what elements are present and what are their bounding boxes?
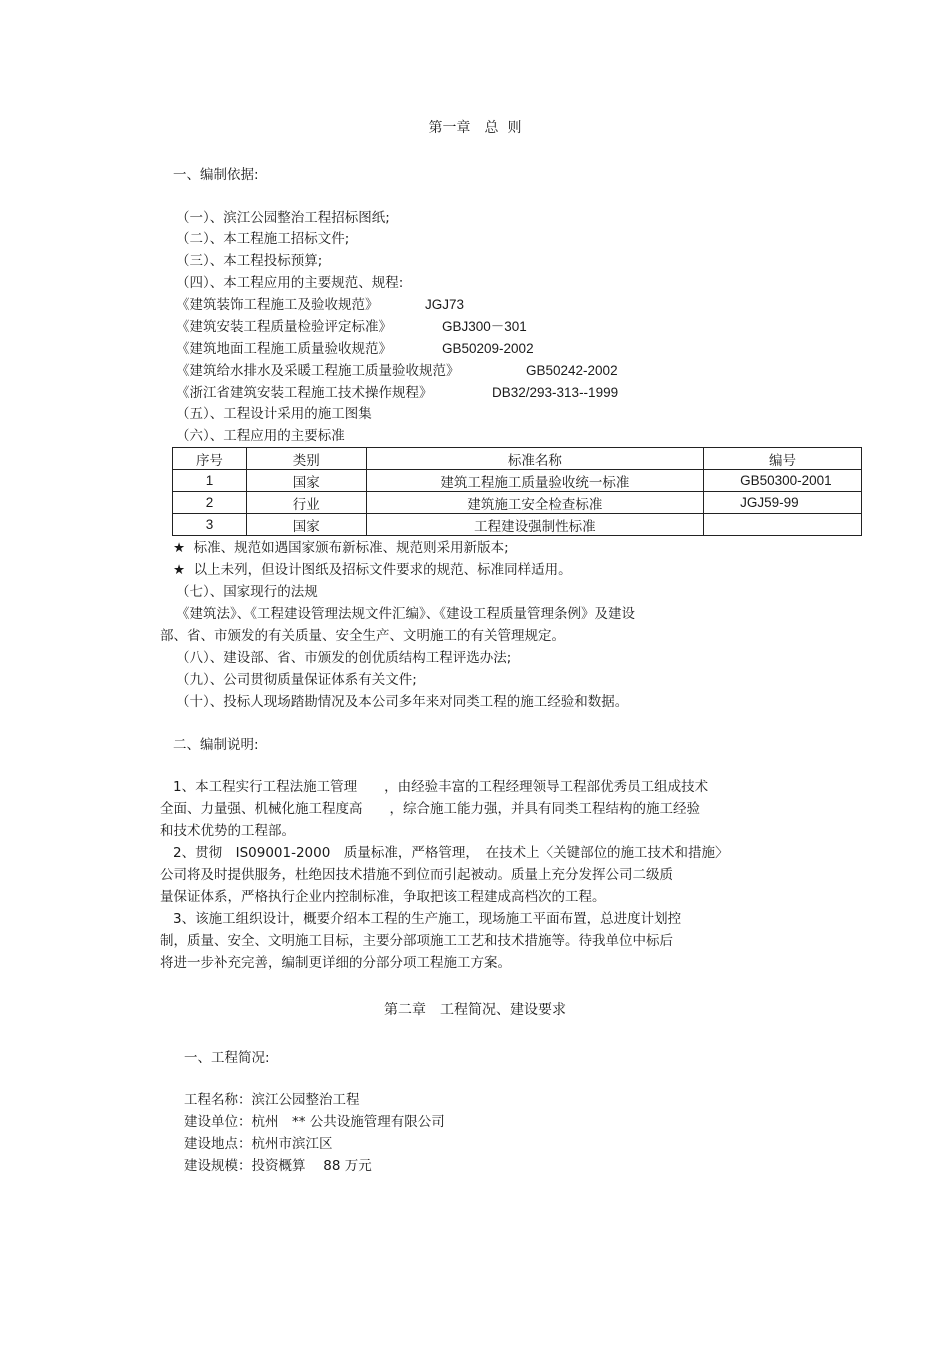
- table-cell: 国家: [246, 514, 366, 536]
- table-row: [173, 470, 862, 492]
- code-number-1: JGJ73: [425, 297, 465, 312]
- code-name-4: 《建筑给水排水及采暖工程施工质量验收规范》: [176, 363, 460, 379]
- project-location: 建设地点：杭州市滨江区: [184, 1136, 333, 1152]
- paragraph-1-line-2: 全面、力量强、机械化施工程度高 ，综合施工能力强，并具有同类工程结构的施工经验: [160, 801, 700, 817]
- basis-item-7: （七）、国家现行的法规: [176, 584, 318, 600]
- law-line-1: 《建筑法》、《工程建设管理法规文件汇编》、《建设工程质量管理条例》及建设: [176, 606, 635, 622]
- basis-item-2: （二）、本工程施工招标文件;: [176, 231, 350, 247]
- table-cell: GB50300-2001: [704, 470, 862, 492]
- paragraph-3-line-2: 制，质量、安全、文明施工目标，主要分部项施工工艺和技术措施等。待我单位中标后: [160, 933, 673, 949]
- basis-item-6: （六）、工程应用的主要标准: [176, 428, 345, 444]
- note-star-1: ★ 标准、规范如遇国家颁布新标准、规范则采用新版本;: [173, 540, 509, 556]
- paragraph-3-line-3: 将进一步补充完善，编制更详细的分部分项工程施工方案。: [160, 955, 511, 971]
- paragraph-2-line-3: 量保证体系，严格执行企业内控制标准，争取把该工程建成高档次的工程。: [160, 889, 606, 905]
- standards-table: [172, 447, 862, 536]
- code-name-3: 《建筑地面工程施工质量验收规范》: [176, 341, 392, 357]
- table-cell: 建筑施工安全检查标准: [366, 492, 703, 514]
- table-cell: 建筑工程施工质量验收统一标准: [366, 470, 703, 492]
- table-row: [173, 514, 862, 536]
- section-basis-heading: 一、编制依据:: [173, 167, 259, 183]
- chapter2-title: 第二章 工程简况、建设要求: [384, 1002, 566, 1018]
- paragraph-3-line-1: 3、该施工组织设计，概要介绍本工程的生产施工，现场施工平面布置，总进度计划控: [173, 911, 682, 927]
- basis-item-10: （十）、投标人现场踏勘情况及本公司多年来对同类工程的施工经验和数据。: [176, 694, 629, 710]
- law-line-2: 部、省、市颁发的有关质量、安全生产、文明施工的有关管理规定。: [160, 628, 565, 644]
- project-owner: 建设单位：杭州 ** 公共设施管理有限公司: [184, 1114, 445, 1130]
- basis-item-1: （一）、滨江公园整治工程招标图纸;: [176, 210, 390, 226]
- basis-item-5: （五）、工程设计采用的施工图集: [176, 406, 372, 422]
- code-number-5: DB32/293-313--1999: [492, 385, 619, 400]
- paragraph-1-line-3: 和技术优势的工程部。: [160, 823, 295, 839]
- project-name: 工程名称：滨江公园整治工程: [184, 1092, 360, 1108]
- section-overview-heading: 一、工程简况:: [184, 1050, 270, 1066]
- table-cell: 国家: [246, 470, 366, 492]
- table-header-cell: 编号: [704, 448, 862, 470]
- table-cell: 行业: [246, 492, 366, 514]
- basis-item-8: （八）、建设部、省、市颁发的创优质结构工程评选办法;: [176, 650, 512, 666]
- table-cell: 1: [173, 470, 247, 492]
- section-notes-heading: 二、编制说明:: [173, 737, 259, 753]
- code-name-5: 《浙江省建筑安装工程施工技术操作规程》: [176, 385, 433, 401]
- basis-item-9: （九）、公司贯彻质量保证体系有关文件;: [176, 672, 417, 688]
- table-cell: JGJ59-99: [704, 492, 862, 514]
- code-number-3: GB50209-2002: [442, 341, 534, 356]
- table-row: [173, 492, 862, 514]
- table-header-cell: 序号: [173, 448, 247, 470]
- basis-item-3: （三）、本工程投标预算;: [176, 253, 323, 269]
- table-cell: 工程建设强制性标准: [366, 514, 703, 536]
- code-number-4: GB50242-2002: [526, 363, 618, 378]
- paragraph-2-line-1: 2、贯彻 IS09001-2000 质量标准，严格管理， 在技术上〈关键部位的施工技术和措施〉: [173, 845, 729, 861]
- note-star-2: ★ 以上未列，但设计图纸及招标文件要求的规范、标准同样适用。: [173, 562, 572, 578]
- paragraph-2-line-2: 公司将及时提供服务，杜绝因技术措施不到位而引起被动。质量上充分发挥公司二级质: [160, 867, 673, 883]
- chapter1-title: 第一章 总 则: [428, 120, 522, 136]
- code-name-2: 《建筑安装工程质量检验评定标准》: [176, 319, 392, 335]
- code-name-1: 《建筑装饰工程施工及验收规范》: [176, 297, 379, 313]
- basis-item-4: （四）、本工程应用的主要规范、规程:: [176, 275, 404, 291]
- project-scale: 建设规模：投资概算 88 万元: [184, 1158, 372, 1174]
- table-header-cell: 标准名称: [366, 448, 703, 470]
- table-header-row: [173, 448, 862, 470]
- table-header-cell: 类别: [246, 448, 366, 470]
- code-number-2: GBJ300－301: [442, 319, 527, 334]
- table-cell: 3: [173, 514, 247, 536]
- paragraph-1-line-1: 1、本工程实行工程法施工管理 ，由经验丰富的工程经理领导工程部优秀员工组成技术: [173, 779, 709, 795]
- table-cell: 2: [173, 492, 247, 514]
- table-cell: [704, 514, 862, 536]
